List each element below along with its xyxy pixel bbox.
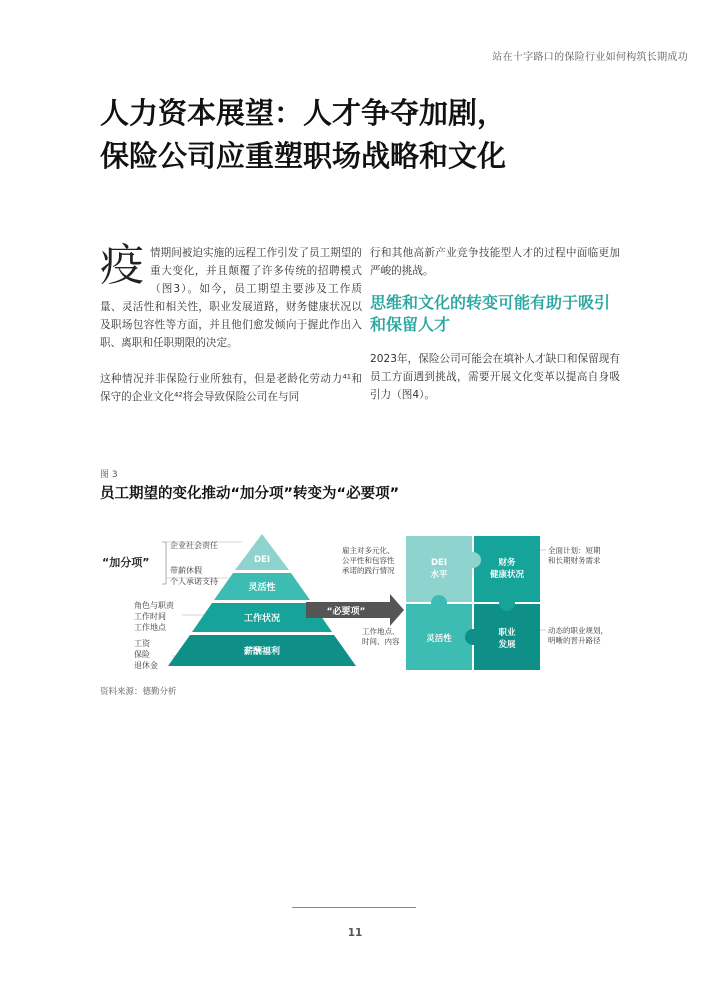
- footer-rule: [292, 907, 416, 908]
- mid-note1-line3: 承诺的践行情况: [342, 566, 395, 575]
- bonus-label: “加分项”: [102, 556, 150, 569]
- puzzle-knob-3: [431, 595, 447, 611]
- bonus-bracket: [162, 542, 166, 584]
- running-header: 站在十字路口的保险行业如何构筑长期成功: [492, 52, 688, 63]
- left-group2-item-2: 工作时间: [134, 612, 166, 621]
- left-group2-item-1: 角色与职责: [134, 601, 174, 610]
- bonus-item-3: 个人承诺支持: [170, 577, 218, 586]
- paragraph-intro: [100, 240, 362, 352]
- paragraph-intro-text: 情期间被迫实施的远程工作引发了员工期望的重大变化，并且颠覆了许多传统的招聘模式（图3）。如今，员工期望主要涉及工作质量、灵活性和相关性，职业发展道路，财务健康状况以及职场包容性等方面，并且他们愈发倾向于握此作出入职、离职和任职期限的决定。: [100, 247, 362, 349]
- puzzle-label-finance-health: 健康状况: [489, 570, 525, 580]
- page-title-line1: 人力资本展望：人才争夺加剧，: [100, 96, 507, 130]
- pyramid-label-dei: DEI: [253, 555, 271, 565]
- puzzle-knob-2: [499, 595, 515, 611]
- left-group3-item-2: 保险: [134, 650, 150, 659]
- figure-title: 员工期望的变化推动“加分项”转变为“必要项”: [100, 486, 400, 502]
- left-group3-item-3: 退休金: [134, 661, 158, 670]
- mid-note2-line2: 时间、内容: [362, 637, 400, 646]
- page-title: [100, 92, 660, 178]
- bonus-item-2: 带薪休假: [170, 566, 202, 575]
- right-note2-line1: 动态的职业规划，: [548, 626, 608, 635]
- mid-note1-line2: 公平性和包容性: [342, 556, 395, 565]
- left-group2-item-3: 工作地点: [134, 623, 166, 632]
- pyramid-label-work-status: 工作状况: [243, 614, 281, 624]
- puzzle-knob-4: [465, 629, 481, 645]
- mid-note2-line1: 工作地点、: [362, 627, 400, 636]
- section-subheading: 思维和文化的转变可能有助于吸引和保留人才: [370, 293, 611, 334]
- puzzle-knob-1: [465, 552, 481, 568]
- puzzle-label-finance: 财务: [498, 558, 516, 568]
- puzzle-label-flexibility: 灵活性: [426, 634, 452, 644]
- right-note1-line1: 全面计划：短期: [548, 546, 601, 555]
- page-number: 11: [347, 927, 363, 939]
- mid-note1-line1: 雇主对多元化、: [342, 546, 395, 555]
- pyramid-label-compensation: 薪酬福利: [243, 647, 281, 657]
- diagram-svg: [94, 520, 654, 680]
- figure-label: 图 3: [100, 470, 118, 480]
- paragraph-continued: 行和其他高新产业竞争技能型人才的过程中面临更加严峻的挑战。: [370, 247, 620, 277]
- body-column-right: [370, 244, 620, 404]
- body-column-left: [100, 240, 362, 406]
- puzzle-piece-dei: [406, 536, 472, 602]
- right-note2-line2: 明晰的晋升路径: [548, 636, 601, 645]
- puzzle-piece-finance: [474, 536, 540, 602]
- bonus-item-1: 企业社会责任: [170, 541, 218, 550]
- page-title-line2: 保险公司应重塑职场战略和文化: [100, 139, 507, 173]
- pyramid-label-flexibility: 灵活性: [248, 583, 276, 593]
- puzzle-label-dei: DEI: [430, 558, 448, 568]
- left-group3-item-1: 工资: [134, 639, 150, 648]
- figure-diagram: [94, 520, 654, 680]
- paragraph-aging-workforce: 这种情况并非保险行业所独有，但是老龄化劳动力⁴¹和保守的企业文化⁴²将会导致保险公司在与同: [100, 373, 362, 403]
- dropcap: 疫: [100, 240, 144, 291]
- right-note1-line2: 和长期财务需求: [548, 556, 601, 565]
- must-have-label: “必要项”: [326, 607, 366, 617]
- puzzle-label-dei-level: 水平: [430, 570, 448, 580]
- puzzle-label-career: 职业: [498, 628, 516, 638]
- puzzle-label-development: 发展: [498, 640, 516, 650]
- paragraph-2023: 2023年，保险公司可能会在填补人才缺口和保留现有员工方面遇到挑战，需要开展文化变革以提高自身吸引力（图4）。: [370, 353, 620, 401]
- figure-source: 资料来源：德勤分析: [100, 687, 177, 697]
